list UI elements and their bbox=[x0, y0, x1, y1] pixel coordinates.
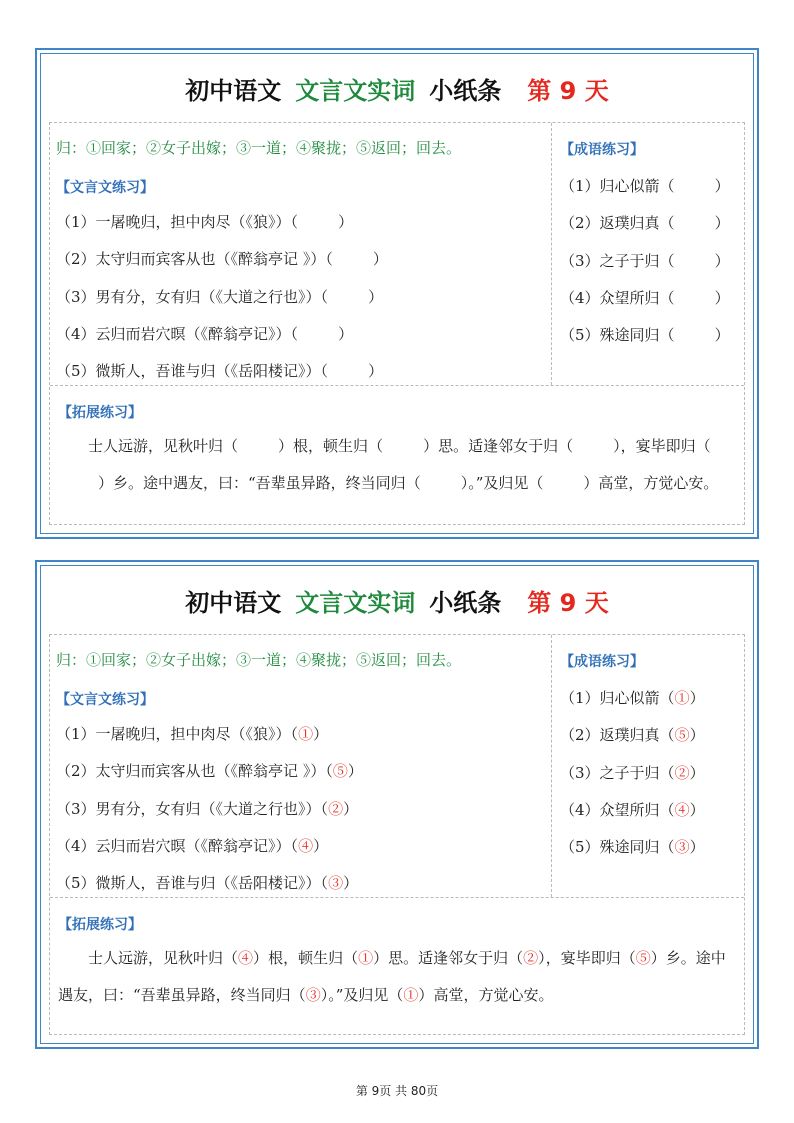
title-part1: 初中语文 bbox=[185, 588, 282, 617]
close-paren: ） bbox=[689, 838, 705, 856]
chengyu-item bbox=[560, 287, 730, 308]
chengyu-item bbox=[560, 687, 705, 708]
close-paren: ） bbox=[320, 986, 329, 1004]
text-run: 高堂，方觉心安。 bbox=[433, 986, 554, 1004]
tuozhan-section bbox=[50, 897, 744, 1034]
open-paren: （ bbox=[223, 437, 239, 455]
close-paren: ） bbox=[583, 474, 599, 492]
open-paren: （ bbox=[659, 326, 675, 344]
chengyu-section bbox=[552, 123, 744, 385]
exercise-grid bbox=[49, 122, 745, 525]
item-text: （2）返璞归真 bbox=[560, 726, 660, 744]
open-paren: （ bbox=[659, 764, 675, 782]
text-run: 高堂，方觉心安。 bbox=[598, 474, 719, 492]
open-paren: （ bbox=[320, 800, 329, 818]
item-text: （1）归心似箭 bbox=[560, 689, 660, 707]
answer: ④ bbox=[674, 801, 690, 819]
wenyan-item bbox=[56, 211, 353, 232]
item-text: （2）太守归而宾客从也（《醉翁亭记 》） bbox=[56, 762, 326, 780]
close-paren: ） bbox=[714, 326, 730, 344]
answer: ① bbox=[403, 986, 419, 1004]
title-part4: 第 9 天 bbox=[527, 588, 609, 617]
item-text: （4）云归而岩穴暝（《醉翁亭记》） bbox=[56, 325, 291, 343]
item-text: （2）太守归而宾客从也（《醉翁亭记 》） bbox=[56, 250, 326, 268]
chengyu-item bbox=[560, 324, 730, 345]
tuozhan-paragraph bbox=[58, 428, 736, 502]
open-paren: （ bbox=[290, 213, 299, 231]
close-paren: ） bbox=[372, 250, 388, 268]
wenyan-heading: 【文言文练习】 bbox=[56, 180, 154, 196]
item-text: （4）众望所归 bbox=[560, 289, 660, 307]
open-paren: （ bbox=[659, 177, 675, 195]
card-title bbox=[41, 54, 753, 122]
close-paren: ） bbox=[343, 800, 359, 818]
item-text: （2）返璞归真 bbox=[560, 214, 660, 232]
item-text: （4）众望所归 bbox=[560, 801, 660, 819]
text-run: 思。适逢邻女于归 bbox=[438, 437, 559, 455]
open-paren: （ bbox=[290, 837, 299, 855]
close-paren: ） bbox=[253, 949, 269, 967]
item-text: （3）男有分，女有归（《大道之行也》） bbox=[56, 288, 321, 306]
text-run: 乡。途中遇友，曰：“吾辈虽异路，终当同归 bbox=[58, 949, 726, 1004]
close-paren: ） bbox=[368, 288, 384, 306]
open-paren: （ bbox=[343, 949, 359, 967]
open-paren: （ bbox=[659, 726, 675, 744]
card-inner bbox=[40, 565, 754, 1044]
text-run: 根，顿生归 bbox=[293, 437, 369, 455]
item-text: （1）归心似箭 bbox=[560, 177, 660, 195]
answer: ② bbox=[523, 949, 539, 967]
open-paren: （ bbox=[320, 362, 329, 380]
item-text: （1）一屠晚归，担中肉尽（《狼》） bbox=[56, 213, 291, 231]
wenyan-item bbox=[56, 798, 358, 819]
chengyu-item bbox=[560, 836, 705, 857]
text-run: 根，顿生归 bbox=[268, 949, 344, 967]
answer: ⑤ bbox=[635, 949, 651, 967]
close-paren: ） bbox=[689, 801, 705, 819]
item-text: （1）一屠晚归，担中肉尽（《狼》） bbox=[56, 725, 291, 743]
answer: ① bbox=[674, 689, 690, 707]
wenyan-item bbox=[56, 760, 363, 781]
open-paren: （ bbox=[320, 288, 329, 306]
title-part2: 文言文实词 bbox=[295, 588, 416, 617]
answer: ③ bbox=[305, 986, 321, 1004]
close-paren: ） bbox=[714, 252, 730, 270]
open-paren: （ bbox=[659, 252, 675, 270]
title-part3: 小纸条 bbox=[429, 588, 502, 617]
answer: ② bbox=[328, 800, 344, 818]
chengyu-item bbox=[560, 762, 705, 783]
answer: ⑤ bbox=[332, 762, 348, 780]
title-part3: 小纸条 bbox=[429, 76, 502, 105]
wenyan-section bbox=[50, 635, 552, 897]
open-paren: （ bbox=[290, 725, 299, 743]
close-paren: ） bbox=[368, 362, 384, 380]
close-paren: ） bbox=[373, 949, 389, 967]
item-text: （3）之子于归 bbox=[560, 764, 660, 782]
open-paren: （ bbox=[659, 689, 675, 707]
close-paren: ） bbox=[689, 726, 705, 744]
close-paren: ） bbox=[650, 949, 666, 967]
wenyan-item bbox=[56, 248, 388, 269]
open-paren: （ bbox=[223, 949, 239, 967]
chengyu-item bbox=[560, 212, 730, 233]
title-part2: 文言文实词 bbox=[295, 76, 416, 105]
text-run: ，宴毕即归 bbox=[545, 949, 621, 967]
answer: ④ bbox=[238, 949, 254, 967]
text-run: 。”及归见 bbox=[468, 474, 529, 492]
open-paren: （ bbox=[695, 437, 711, 455]
close-paren: ） bbox=[343, 874, 359, 892]
close-paren: ） bbox=[538, 949, 546, 967]
answer: ⑤ bbox=[674, 726, 690, 744]
text-run: ，宴毕即归 bbox=[620, 437, 696, 455]
open-paren: （ bbox=[528, 474, 544, 492]
tuozhan-heading: 【拓展练习】 bbox=[58, 405, 142, 421]
item-text: （4）云归而岩穴暝（《醉翁亭记》） bbox=[56, 837, 291, 855]
close-paren: ） bbox=[714, 289, 730, 307]
open-paren: （ bbox=[290, 325, 299, 343]
page-footer: 第 9页 共 80页 bbox=[355, 1084, 439, 1098]
close-paren: ） bbox=[418, 986, 434, 1004]
open-paren: （ bbox=[325, 250, 333, 268]
open-paren: （ bbox=[659, 289, 675, 307]
tuozhan-section bbox=[50, 385, 744, 524]
item-text: （3）之子于归 bbox=[560, 252, 660, 270]
close-paren: ） bbox=[313, 837, 329, 855]
open-paren: （ bbox=[388, 986, 404, 1004]
close-paren: ） bbox=[689, 764, 705, 782]
wenyan-section bbox=[50, 123, 552, 385]
item-text: （5）微斯人，吾谁与归（《岳阳楼记》） bbox=[56, 874, 321, 892]
wenyan-item bbox=[56, 360, 383, 381]
open-paren: （ bbox=[659, 801, 675, 819]
close-paren: ） bbox=[714, 177, 730, 195]
wenyan-item bbox=[56, 723, 328, 744]
close-paren: ） bbox=[689, 689, 705, 707]
wenyan-item bbox=[56, 835, 328, 856]
item-text: （5）殊途同归 bbox=[560, 326, 660, 344]
definition-line: 归：①回家；②女子出嫁；③一道；④聚拢；⑤返回；回去。 bbox=[56, 651, 462, 669]
open-paren: （ bbox=[558, 437, 574, 455]
open-paren: （ bbox=[320, 874, 329, 892]
text-run: 乡。途中遇友，曰：“吾辈虽异路，终当同归 bbox=[113, 474, 406, 492]
open-paren: （ bbox=[325, 762, 333, 780]
answer: ① bbox=[298, 725, 314, 743]
close-paren: ） bbox=[98, 474, 114, 492]
text-run: 思。适逢邻女于归 bbox=[388, 949, 509, 967]
item-text: （5）微斯人，吾谁与归（《岳阳楼记》） bbox=[56, 362, 321, 380]
card-blank bbox=[35, 48, 759, 539]
item-text: （5）殊途同归 bbox=[560, 838, 660, 856]
open-paren: （ bbox=[659, 838, 675, 856]
open-paren: （ bbox=[659, 214, 675, 232]
answer: ② bbox=[674, 764, 690, 782]
answer: ③ bbox=[328, 874, 344, 892]
wenyan-item bbox=[56, 286, 383, 307]
chengyu-heading: 【成语练习】 bbox=[560, 142, 644, 158]
answer: ④ bbox=[298, 837, 314, 855]
tuozhan-paragraph bbox=[58, 940, 736, 1014]
title-part1: 初中语文 bbox=[185, 76, 282, 105]
open-paren: （ bbox=[620, 949, 636, 967]
close-paren: ） bbox=[714, 214, 730, 232]
wenyan-heading: 【文言文练习】 bbox=[56, 692, 154, 708]
wenyan-item bbox=[56, 323, 353, 344]
tuozhan-heading: 【拓展练习】 bbox=[58, 917, 142, 933]
card-title bbox=[41, 566, 753, 634]
text-run: 士人远游，见秋叶归 bbox=[88, 949, 224, 967]
card-answers bbox=[35, 560, 759, 1049]
text-run: 士人远游，见秋叶归 bbox=[88, 437, 224, 455]
open-paren: （ bbox=[290, 986, 306, 1004]
definition-line: 归：①回家；②女子出嫁；③一道；④聚拢；⑤返回；回去。 bbox=[56, 139, 462, 157]
open-paren: （ bbox=[405, 474, 421, 492]
text-run: 。”及归见 bbox=[328, 986, 389, 1004]
chengyu-section bbox=[552, 635, 744, 897]
title-part4: 第 9 天 bbox=[527, 76, 609, 105]
close-paren: ） bbox=[338, 325, 354, 343]
item-text: （3）男有分，女有归（《大道之行也》） bbox=[56, 800, 321, 818]
chengyu-item bbox=[560, 250, 730, 271]
chengyu-item bbox=[560, 175, 730, 196]
answer: ① bbox=[358, 949, 374, 967]
close-paren: ） bbox=[423, 437, 439, 455]
chengyu-item bbox=[560, 799, 705, 820]
open-paren: （ bbox=[368, 437, 384, 455]
answer: ③ bbox=[674, 838, 690, 856]
chengyu-item bbox=[560, 724, 705, 745]
close-paren: ） bbox=[338, 213, 354, 231]
close-paren: ） bbox=[313, 725, 329, 743]
open-paren: （ bbox=[508, 949, 524, 967]
exercise-grid bbox=[49, 634, 745, 1035]
wenyan-item bbox=[56, 872, 358, 893]
close-paren: ） bbox=[460, 474, 469, 492]
card-inner bbox=[40, 53, 754, 534]
chengyu-heading: 【成语练习】 bbox=[560, 654, 644, 670]
close-paren: ） bbox=[613, 437, 621, 455]
close-paren: ） bbox=[347, 762, 363, 780]
close-paren: ） bbox=[278, 437, 294, 455]
